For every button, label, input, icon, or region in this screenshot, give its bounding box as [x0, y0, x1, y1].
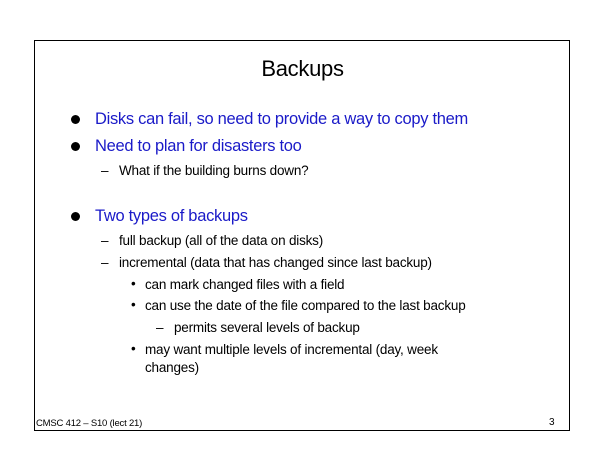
sub-sub-bullet-item: [131, 276, 345, 292]
sub-bullet-text: incremental (data that has changed since last backup): [119, 255, 432, 270]
bullet-dot-icon: [71, 212, 80, 221]
page-number: 3: [549, 417, 555, 428]
sub-sub-bullet-text: may want multiple levels of incremental (day, week: [145, 342, 438, 357]
sub-sub-bullet-continuation: changes): [145, 360, 199, 375]
sub-sub-bullet-text: can mark changed files with a field: [145, 277, 345, 292]
sub-bullet-item: [101, 255, 432, 270]
small-bullet-icon: •: [131, 276, 136, 291]
dash-icon: –: [101, 163, 109, 178]
bullet-text: Two types of backups: [95, 207, 248, 225]
level4-text: permits several levels of backup: [174, 320, 360, 335]
bullet-item: [95, 207, 248, 226]
bullet-item: [95, 137, 302, 156]
bullet-dot-icon: [71, 115, 80, 124]
sub-bullet-text: full backup (all of the data on disks): [119, 233, 324, 248]
bullet-dot-icon: [71, 142, 80, 151]
sub-bullet-text: What if the building burns down?: [119, 163, 309, 178]
slide-title: Backups: [261, 56, 344, 81]
sub-bullet-item: [101, 233, 324, 248]
bullet-item: [95, 110, 468, 129]
small-bullet-icon: •: [131, 297, 136, 312]
bullet-text: Need to plan for disasters too: [95, 137, 302, 155]
footer-course: CMSC 412 – S10 (lect 21): [36, 418, 143, 429]
small-bullet-icon: •: [131, 341, 136, 356]
sub-sub-bullet-item: [131, 297, 466, 313]
dash-icon: –: [156, 320, 164, 335]
sub-sub-bullet-item: [131, 341, 438, 357]
sub-bullet-item: [101, 163, 309, 178]
sub-sub-bullet-text: can use the date of the file compared to the last backup: [145, 298, 466, 313]
bullet-text: Disks can fail, so need to provide a way to copy them: [95, 110, 468, 128]
dash-icon: –: [101, 233, 109, 248]
level4-item: [156, 320, 360, 335]
dash-icon: –: [101, 255, 109, 270]
